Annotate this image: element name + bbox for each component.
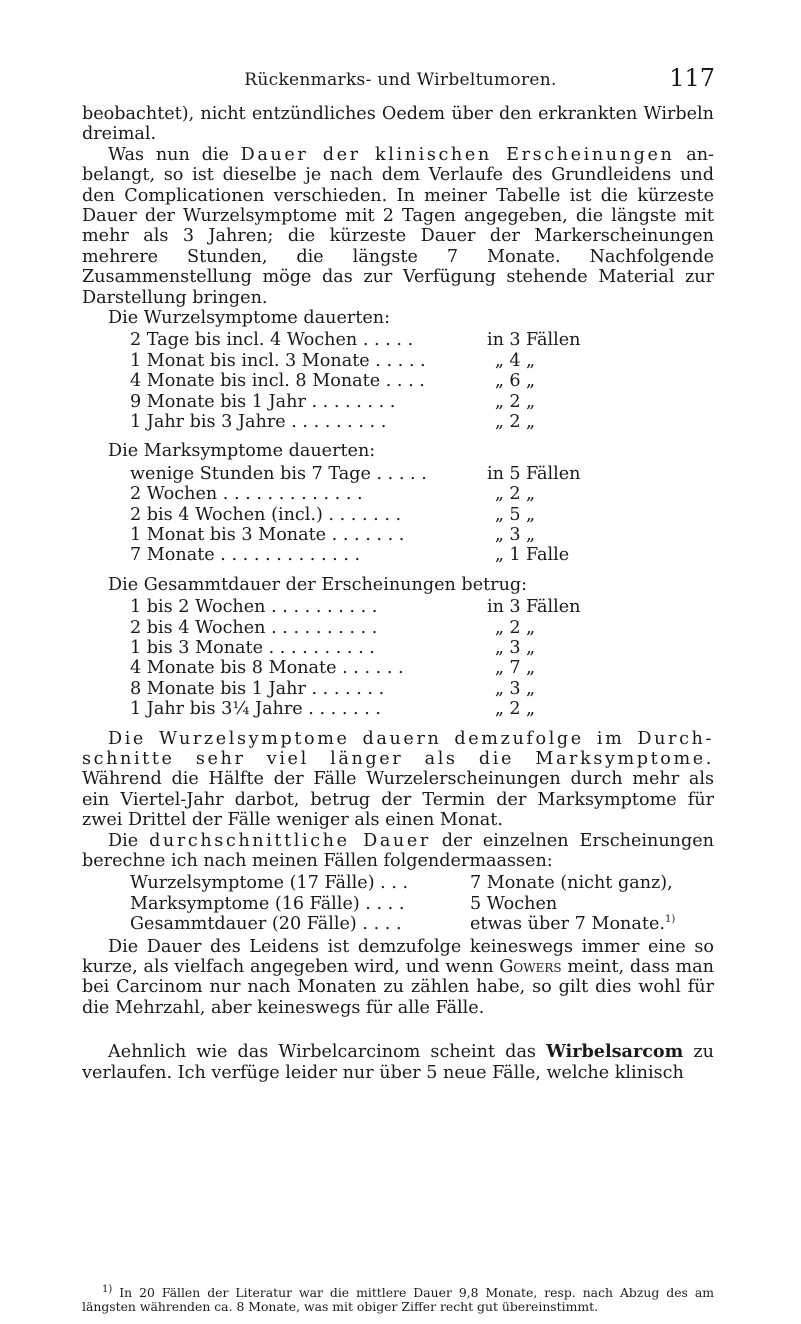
duration-label: 1 Jahr bis 3 Jahre . . . . . . . . .	[130, 412, 387, 433]
paragraph-conclusion: Die Wurzelsymptome dauern demzufolge im Durch-schnitte sehr viel länger als die Marksymptome. Während die Hälfte der Fälle Wurzelerscheinungen durch mehr als ein Viertel-Jahr darbot, betrug der Termin der Marksymptome für zwei Drittel der Fälle weniger als einen Monat.	[82, 728, 714, 831]
paragraph-2: Was nun die Dauer der klinischen Erscheinungen an-belangt, so ist dieselbe je nach dem Verlaufe des Grundleidens und den Complicationen verschieden. In meiner Tabelle ist die kürzeste Dauer der Wurzelsymptome mit 2 Tagen angegeben, die längste mit mehr als 3 Jahren; die kürzeste Dauer der Markerscheinungen mehrere Stunden, die längste 7 Monate. Nachfolgende Zusammenstellung möge das zur Verfügung stehende Material zur Darstellung bringen.	[82, 144, 714, 308]
section-gap	[82, 1018, 714, 1042]
table-averages	[130, 873, 714, 934]
table-row	[130, 597, 714, 617]
paragraph-mark-intro: Die Marksymptome dauerten:	[108, 441, 376, 462]
case-unit: Fällen	[526, 330, 581, 351]
table-row	[130, 618, 714, 638]
duration-label: 2 Tage bis incl. 4 Wochen . . . . .	[130, 330, 414, 351]
case-unit: „	[526, 525, 536, 545]
case-unit: „	[526, 658, 536, 679]
duration-label: 1 Jahr bis 3¼ Jahre . . . . . . .	[130, 699, 382, 720]
table-wurzelsymptome	[130, 330, 714, 432]
case-count: 5	[509, 463, 521, 484]
table-row	[130, 679, 714, 699]
running-head	[0, 64, 801, 94]
table-row	[130, 371, 714, 391]
table-row	[130, 412, 714, 432]
table-row	[130, 638, 714, 658]
case-unit: Fällen	[526, 597, 581, 618]
case-count: 2	[509, 391, 521, 412]
average-row	[130, 894, 714, 914]
duration-label: 2 bis 4 Wochen (incl.) . . . . . . .	[130, 504, 402, 525]
duration-label: 2 bis 4 Wochen . . . . . . . . . .	[130, 617, 378, 638]
duration-label: 8 Monate bis 1 Jahr . . . . . . .	[130, 678, 385, 699]
table-row	[130, 658, 714, 678]
case-count: 2	[509, 699, 521, 720]
case-prefix: „	[494, 371, 504, 392]
case-prefix: in	[487, 330, 504, 351]
paragraph-gesammt-intro: Die Gesammtdauer der Erscheinungen betrug:	[108, 574, 528, 595]
paragraph-1: beobachtet), nicht entzündliches Oedem über den erkrankten Wirbeln dreimal.	[82, 104, 714, 145]
paragraph-average-intro: Die durchschnittliche Dauer der einzelnen Erscheinungen berechne ich nach meinen Fällen folgendermaassen:	[82, 830, 714, 871]
case-count: 3	[509, 330, 521, 351]
table-marksymptome	[130, 464, 714, 566]
emphasis-spaced: Die Wurzelsymptome dauern demzufolge im Durch-schnitte sehr viel länger als die Marksymptome.	[82, 728, 714, 769]
case-unit: „	[526, 391, 536, 412]
case-unit: „	[526, 484, 536, 505]
paragraph-sarcom: Aehnlich wie das Wirbelcarcinom scheint das Wirbelsarcom zu verlaufen. Ich verfüge leider nur über 5 neue Fälle, welche klinisch	[82, 1041, 714, 1083]
case-unit: „	[526, 637, 536, 658]
case-prefix: „	[494, 617, 504, 638]
case-unit: „	[526, 678, 536, 699]
case-count: 4	[509, 350, 521, 371]
duration-label: 9 Monate bis 1 Jahr . . . . . . . .	[130, 391, 396, 412]
emphasis-spaced: durchschnittliche Dauer	[149, 830, 431, 851]
case-count: 3	[509, 597, 521, 618]
footnote	[82, 1283, 714, 1315]
case-prefix: „	[494, 391, 504, 412]
average-row	[130, 873, 714, 893]
case-prefix: „	[494, 525, 504, 545]
table-gesammtdauer	[130, 597, 714, 719]
emphasis-spaced: Dauer der klinischen Erscheinungen	[240, 144, 675, 165]
case-unit: „	[526, 412, 536, 433]
case-prefix: „	[494, 658, 504, 679]
author-name: Gowers	[499, 956, 562, 977]
table-row	[130, 351, 714, 371]
case-unit: „	[526, 504, 536, 525]
table-row	[130, 330, 714, 350]
case-prefix: „	[494, 678, 504, 699]
table-row	[130, 392, 714, 412]
case-prefix: „	[494, 504, 504, 525]
footnote-text: In 20 Fällen der Literatur war die mittlere Dauer 9,8 Monate, resp. nach Abzug des am längsten währenden ca. 8 Monate, was mit obiger Ziffer recht gut übereinstimmt.	[82, 1285, 714, 1315]
case-prefix: in	[487, 463, 504, 484]
table-row	[130, 545, 714, 565]
case-prefix: „	[494, 545, 504, 566]
case-count: 6	[509, 371, 521, 392]
table-row	[130, 525, 714, 545]
case-unit: Fällen	[526, 463, 581, 484]
case-count: 3	[509, 525, 521, 545]
table-row	[130, 699, 714, 719]
average-label: Marksymptome (16 Fälle) . . . .	[130, 893, 405, 914]
paragraph-gowers: Die Dauer des Leidens ist demzufolge keineswegs immer eine so kurze, als vielfach angegeben wird, und wenn Gowers meint, dass man bei Carcinom nur nach Monaten zu zählen habe, so gilt dies wohl für die Mehrzahl, aber keineswegs für alle Fälle.	[82, 936, 714, 1018]
case-unit: „	[526, 371, 536, 392]
case-prefix: „	[494, 484, 504, 505]
emphasis-bold: Wirbelsarcom	[546, 1041, 684, 1063]
case-prefix: „	[494, 699, 504, 720]
body-text	[82, 104, 714, 1083]
case-unit: „	[526, 699, 536, 720]
case-unit: Falle	[526, 545, 570, 566]
average-value: etwas über 7 Monate.$^{1)}$	[470, 914, 676, 935]
duration-label: 2 Wochen . . . . . . . . . . . . .	[130, 484, 363, 505]
duration-label: 1 Monat bis 3 Monate . . . . . . .	[130, 525, 405, 545]
duration-label: 7 Monate . . . . . . . . . . . . .	[130, 545, 361, 566]
paragraph-wurzel-intro: Die Wurzelsymptome dauerten:	[108, 308, 391, 329]
average-value: 7 Monate (nicht ganz),	[470, 873, 673, 894]
running-title: Rückenmarks- und Wirbeltumoren.	[244, 70, 557, 90]
case-count: 3	[509, 678, 521, 699]
case-count: 2	[509, 617, 521, 638]
average-label: Gesammtdauer (20 Fälle) . . . .	[130, 914, 402, 935]
case-prefix: in	[487, 597, 504, 618]
case-count: 7	[509, 658, 521, 679]
duration-label: 1 bis 3 Monate . . . . . . . . . .	[130, 637, 375, 658]
duration-label: 1 bis 2 Wochen . . . . . . . . . .	[130, 597, 378, 618]
duration-label: wenige Stunden bis 7 Tage . . . . .	[130, 463, 427, 484]
case-prefix: „	[494, 412, 504, 433]
case-count: 1	[509, 545, 521, 566]
duration-label: 1 Monat bis incl. 3 Monate . . . . .	[130, 350, 426, 371]
case-prefix: „	[494, 637, 504, 658]
duration-label: 4 Monate bis incl. 8 Monate . . . .	[130, 371, 425, 392]
duration-label: 4 Monate bis 8 Monate . . . . . .	[130, 658, 404, 679]
footnote-ref: 1)	[664, 914, 676, 926]
page-number: 117	[669, 64, 715, 92]
case-prefix: „	[494, 350, 504, 371]
table-row	[130, 484, 714, 504]
table-row	[130, 464, 714, 484]
average-row	[130, 914, 714, 934]
average-value: 5 Wochen	[470, 893, 558, 914]
case-unit: „	[526, 617, 536, 638]
case-count: 5	[509, 504, 521, 525]
footnote-marker: 1)	[102, 1283, 113, 1295]
case-count: 3	[509, 637, 521, 658]
case-count: 2	[509, 412, 521, 433]
average-label: Wurzelsymptome (17 Fälle) . . .	[130, 873, 409, 894]
table-row	[130, 505, 714, 525]
case-unit: „	[526, 350, 536, 371]
case-count: 2	[509, 484, 521, 505]
